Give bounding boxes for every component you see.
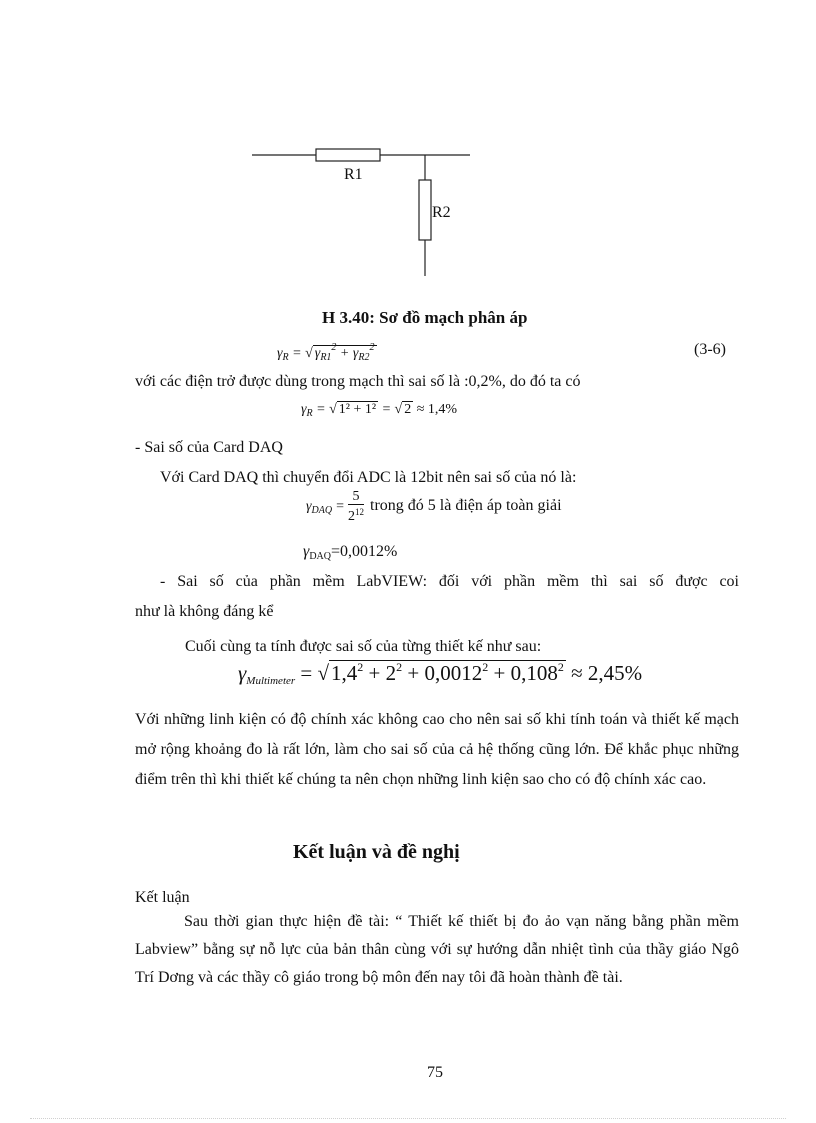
gamma-symbol: γ [314,346,321,361]
plus-sign: + [339,346,350,361]
sqrt-sign: √ [394,402,403,417]
den-base: 2 [348,508,355,524]
r2-label: R2 [432,204,451,221]
equals-sign: = [316,402,326,417]
sqrt-sign: √ [317,661,330,685]
equation-gamma-multimeter [238,660,642,687]
radicand [329,660,566,685]
value: =0,0012% [330,543,398,560]
subscript: R [306,408,313,419]
denominator [348,505,364,524]
approx-value: ≈ 2,45% [571,661,643,685]
resistor-r2 [419,180,431,240]
term: 2 [385,661,397,685]
plus-sign: + [368,661,381,685]
radicand: 2 [404,402,412,417]
superscript: 2 [396,660,403,674]
subscript: R [282,352,289,363]
radicand: 1² + 1² [338,402,377,417]
equation-3-6 [277,338,377,368]
accuracy-paragraph: Với những linh kiện có độ chính xác không cao cho nên sai số khi tính toán và thiết kế mạch mở rộng khoảng đo là rất lớn, làm cho sai số của cả hệ thống cũng lớn. Để khắc phục những điểm trên thì khi thiết kế chúng ta nên chọn những linh kiện sao cho có độ chính xác cao. [135,711,739,788]
full-scale-text: trong đó 5 là điện áp toàn giải [370,497,562,514]
page-bottom-border [30,1118,786,1119]
software-error-item [135,567,739,627]
resistor-error-text: với các điện trở được dùng trong mạch thì sai số là :0,2%, do đó ta có [135,373,581,390]
software-error-line-2: như là không đáng kể [135,603,274,620]
gamma-symbol: γ [306,499,312,514]
sqrt-sign: √ [305,346,313,361]
term: 0,0012 [424,661,483,685]
superscript: 2 [482,660,489,674]
equals-sign: = [292,346,302,361]
term: 1,4 [331,661,358,685]
gamma-symbol: γ [303,543,310,560]
gamma-symbol: γ [352,346,359,361]
superscript: 2 [357,660,364,674]
subscript: R1 [320,352,332,363]
superscript: 2 [331,342,337,353]
resistor-r1 [316,149,380,161]
equation-gamma-r [301,400,457,424]
final-calc-text: Cuối cùng ta tính được sai số của từng thiết kế như sau: [185,638,542,655]
term: 0,108 [510,661,558,685]
subscript: DAQ [309,551,331,562]
figure-caption: H 3.40: Sơ đồ mạch phân áp [322,308,528,327]
gamma-symbol: γ [277,346,283,361]
numerator: 5 [348,489,364,505]
equals-sign: = [381,402,392,417]
gamma-symbol: γ [301,402,307,417]
daq-error-item: - Sai số của Card DAQ [135,439,283,456]
radicand [313,342,377,363]
equation-gamma-daq-value [303,542,397,567]
software-error-line-1: - Sai số của phần mềm LabVIEW: đối với phần mềm thì sai số được coi [160,573,739,590]
equation-number: (3-6) [694,341,726,358]
sub-heading: Kết luận [135,889,190,906]
equation-gamma-daq-fraction [306,488,562,524]
plus-sign: + [493,661,506,685]
sqrt-sign: √ [329,402,337,417]
plus-sign: + [407,661,420,685]
section-heading: Kết luận và đề nghị [293,841,460,863]
superscript: 2 [557,660,564,674]
equals-sign: = [336,499,344,514]
subscript: R2 [358,352,370,363]
voltage-divider-diagram [240,140,480,285]
page-number: 75 [427,1064,443,1081]
approx-value: ≈ 1,4% [416,402,458,417]
daq-adc-text: Với Card DAQ thì chuyển đổi ADC là 12bit nên sai số của nó là: [160,469,577,486]
fraction [348,489,364,524]
gamma-symbol: γ [238,661,247,685]
subscript: Multimeter [246,675,296,687]
conclusion-paragraph: Sau thời gian thực hiện đề tài: “ Thiết kế thiết bị đo ảo vạn năng bằng phần mềm Labview” bằng sự nỗ lực của bản thân cùng với sự hướng dẫn nhiệt tình của thầy giáo Ngô Trí Dơng và các thầy cô giáo trong bộ môn đến nay tôi đã hoàn thành đề tài. [135,913,739,986]
r1-label: R1 [344,166,363,183]
superscript: 2 [369,342,375,353]
equals-sign: = [300,661,313,685]
subscript: DAQ [311,505,333,516]
superscript: 12 [355,506,364,517]
